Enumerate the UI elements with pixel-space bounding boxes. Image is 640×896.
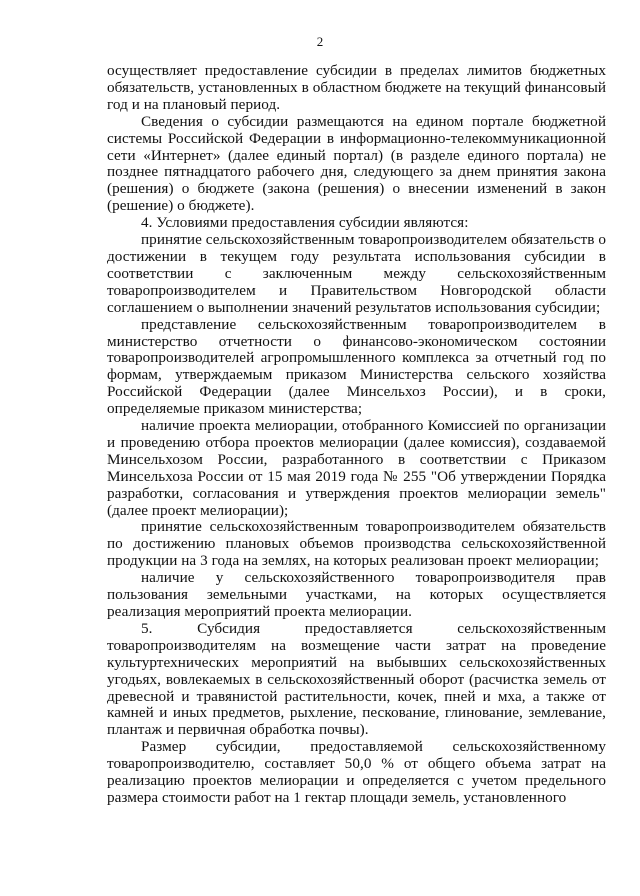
paragraph-9: 5. Субсидия предоставляется сельскохозяйственным товаропроизводителям на возмещение части затрат на проведение культуртехнических мероприятий на выбывших сельскохозяйственных угодьях, вовлекаемых в сельскохозяйственный оборот (расчистка земель от древесной и травянистой растительности, кочек, пней и мха, а также от камней и иных предметов, рыхление, пескование, глинование, землевание, плантаж и первичная обработка почвы). <box>107 619 606 739</box>
paragraph-5: представление сельскохозяйственным товаропроизводителем в министерство отчетности о финансово-экономическом состоянии товаропроизводителей агропромышленного комплекса за отчетный год по формам, утверждаемым приказом Министерства сельского хозяйства Российской Федерации (далее Минсельхоз России), и в сроки, определяемые приказом министерства; <box>107 315 606 418</box>
paragraph-4: принятие сельскохозяйственным товаропроизводителем обязательств о достижении в текущем году результата использования субсидии в соответствии с заключенным между сельскохозяйственным товаропроизводителем и Правительством Новгородской области соглашением о выполнении значений результатов использования субсидии; <box>107 231 606 316</box>
paragraph-1: осуществляет предоставление субсидии в пределах лимитов бюджетных обязательств, установленных в областном бюджете на текущий финансовый год и на плановый период. <box>107 62 606 113</box>
paragraph-10: Размер субсидии, предоставляемой сельскохозяйственному товаропроизводителю, составляет 50,0 % от общего объема затрат на реализацию проектов мелиорации и определяется с учетом предельного размера стоимости работ на 1 гектар площади земель, установленного <box>107 738 606 806</box>
paragraph-3: 4. Условиями предоставления субсидии являются: <box>141 214 469 232</box>
page-number: 2 <box>316 34 324 49</box>
paragraph-2: Сведения о субсидии размещаются на едином портале бюджетной системы Российской Федерации в информационно-телекоммуникационной сети «Интернет» (далее единый портал) (в разделе единого портала) не позднее пятнадцатого рабочего дня, следующего за днем принятия закона (решения) о бюджете (закона (решения) о внесении изменений в закон (решение) о бюджете). <box>107 112 606 215</box>
paragraph-6: наличие проекта мелиорации, отобранного Комиссией по организации и проведению отбора проектов мелиорации (далее комиссия), создаваемой Минсельхозом России, разработанного в соответствии с Приказом Минсельхоза России от 15 мая 2019 года № 255 "Об утверждении Порядка разработки, согласования и утверждения проектов мелиорации земель" (далее проект мелиорации); <box>107 417 606 519</box>
paragraph-8: наличие у сельскохозяйственного товаропроизводителя прав пользования земельными участками, на которых осуществляется реализация мероприятий проекта мелиорации. <box>107 569 606 620</box>
paragraph-7: принятие сельскохозяйственным товаропроизводителем обязательств по достижению плановых объемов производства сельскохозяйственной продукции на 3 года на землях, на которых реализован проект мелиорации; <box>107 518 606 570</box>
document-body <box>107 63 606 807</box>
